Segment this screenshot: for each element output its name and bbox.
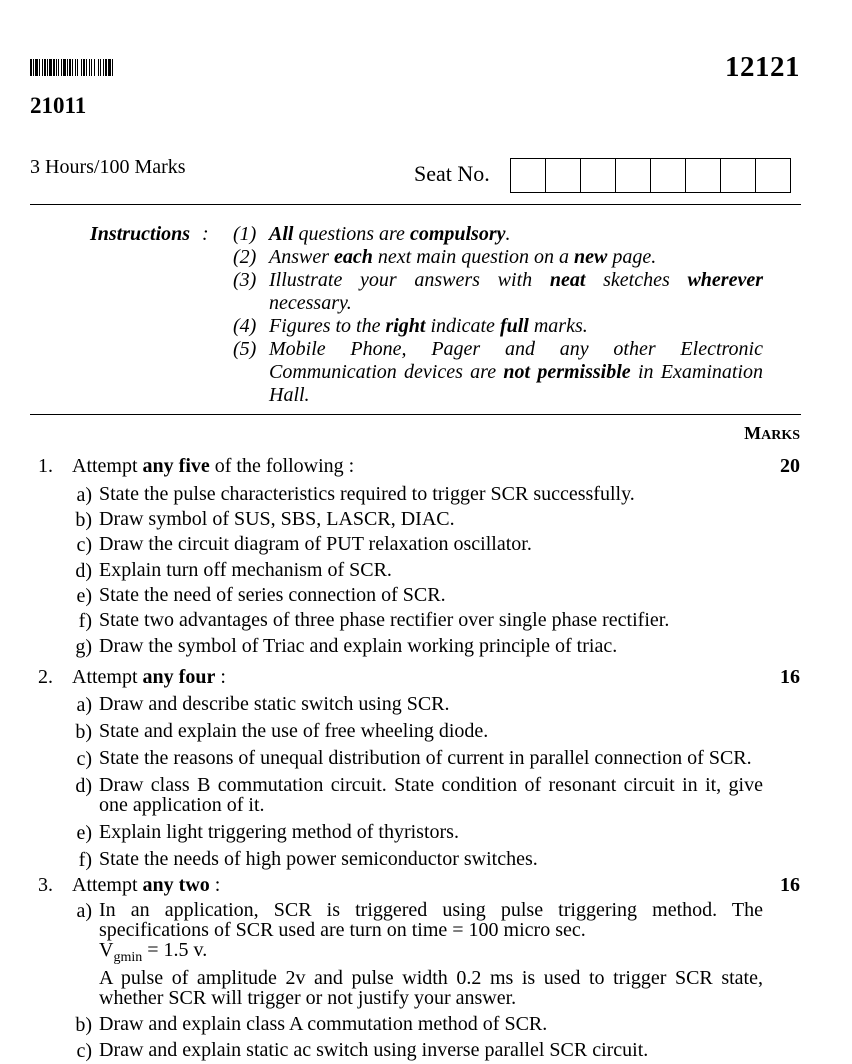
subquestion-label: b) <box>75 1014 92 1036</box>
subquestion-label: f) <box>78 610 92 632</box>
instruction-number: (5) <box>233 338 257 360</box>
subquestion-label: a) <box>76 694 92 716</box>
subquestion-text: In an application, SCR is triggered using pulse triggering method. The specifications of SCR used are turn on time = 100 micro sec. $V_{gmin} = 1.5$ v. A pulse of amplitude 2v and pulse width 0.2 ms is used to trigger SCR state, whether SCR will trigger or not justify your answer. <box>99 899 763 1009</box>
subquestion-text: Draw class B commutation circuit. State condition of resonant circuit in it, give one application of it. <box>99 774 763 816</box>
subquestion-label: d) <box>75 775 92 797</box>
subquestion-label: a) <box>76 484 92 506</box>
subquestion-text: Explain light triggering method of thyristors. <box>99 821 459 843</box>
subquestion-label: a) <box>76 900 92 922</box>
paper-code: 12121 <box>725 51 800 83</box>
subquestion-label: b) <box>75 509 92 531</box>
instruction-number: (2) <box>233 246 257 268</box>
instruction-text: Figures to the right indicate full marks. <box>269 315 588 337</box>
divider-top <box>30 204 801 205</box>
instruction-text: Answer each next main question on a new page. <box>269 246 657 268</box>
seat-number-box[interactable] <box>580 158 616 193</box>
subquestion-text: Explain turn off mechanism of SCR. <box>99 559 392 581</box>
seat-number-box[interactable] <box>685 158 721 193</box>
question-heading: Attempt any two : <box>72 874 221 896</box>
barcode <box>30 59 151 76</box>
subquestion-text: Draw and describe static switch using SCR. <box>99 693 450 715</box>
subquestion-label: f) <box>78 849 92 871</box>
subquestion-text: State the need of series connection of SCR. <box>99 584 446 606</box>
subquestion-text: Draw the circuit diagram of PUT relaxation oscillator. <box>99 533 532 555</box>
question-number: 2. <box>38 666 53 688</box>
subquestion-label: c) <box>76 534 92 556</box>
instructions-colon: : <box>202 223 209 245</box>
marks-column-heading: MARKS <box>744 423 800 443</box>
subject-code: 21011 <box>30 93 87 118</box>
question-marks: 16 <box>780 874 800 896</box>
question-marks: 16 <box>780 666 800 688</box>
seat-number-boxes[interactable] <box>511 158 791 193</box>
instructions-label: Instructions <box>90 223 191 245</box>
subquestion-text: Draw and explain static ac switch using inverse parallel SCR circuit. <box>99 1039 649 1061</box>
subquestion-text: State the pulse characteristics required to trigger SCR successfully. <box>99 483 635 505</box>
instruction-number: (3) <box>233 269 257 291</box>
subquestion-text: State the needs of high power semiconductor switches. <box>99 848 538 870</box>
instruction-text: Illustrate your answers with neat sketches wherever necessary. <box>269 269 763 314</box>
subquestion-text: State and explain the use of free wheeling diode. <box>99 720 489 742</box>
subquestion-label: c) <box>76 748 92 770</box>
seat-number-box[interactable] <box>720 158 756 193</box>
question-heading: Attempt any five of the following : <box>72 455 355 477</box>
seat-number-box[interactable] <box>755 158 791 193</box>
subquestion-label: b) <box>75 721 92 743</box>
subquestion-label: e) <box>76 585 92 607</box>
seat-number-box[interactable] <box>545 158 581 193</box>
instruction-text: All questions are compulsory. <box>269 223 511 245</box>
instruction-text: Mobile Phone, Pager and any other Electronic Communication devices are not permissible in Examination Hall. <box>269 338 763 406</box>
seat-number-label: Seat No. <box>414 161 490 186</box>
duration-marks: 3 Hours/100 Marks <box>30 156 186 178</box>
subquestion-text: State the reasons of unequal distribution of current in parallel connection of SCR. <box>99 747 752 769</box>
subquestion-text: Draw symbol of SUS, SBS, LASCR, DIAC. <box>99 508 455 530</box>
subquestion-label: d) <box>75 560 92 582</box>
instruction-number: (4) <box>233 315 257 337</box>
seat-number-box[interactable] <box>615 158 651 193</box>
seat-number-box[interactable] <box>650 158 686 193</box>
instruction-number: (1) <box>233 223 257 245</box>
question-marks: 20 <box>780 455 800 477</box>
question-heading: Attempt any four : <box>72 666 226 688</box>
subquestion-label: g) <box>75 636 92 658</box>
seat-number-box[interactable] <box>510 158 546 193</box>
subquestion-text: State two advantages of three phase rectifier over single phase rectifier. <box>99 609 670 631</box>
question-number: 1. <box>38 455 53 477</box>
question-number: 3. <box>38 874 53 896</box>
subquestion-text: Draw and explain class A commutation method of SCR. <box>99 1013 548 1035</box>
subquestion-text: Draw the symbol of Triac and explain working principle of triac. <box>99 635 618 657</box>
subquestion-label: c) <box>76 1040 92 1062</box>
subquestion-label: e) <box>76 822 92 844</box>
divider-bottom <box>30 414 801 415</box>
